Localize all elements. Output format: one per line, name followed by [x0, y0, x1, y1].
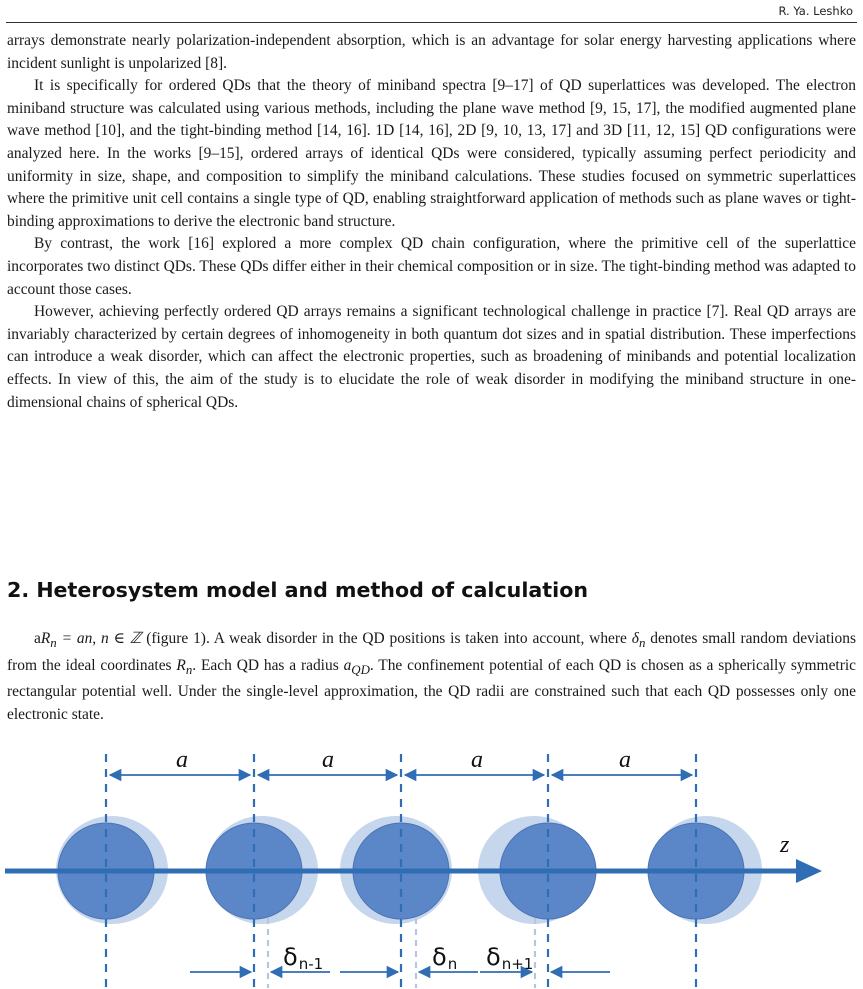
- paragraph-2: It is specifically for ordered QDs that the theory of miniband spectra [9–17] of QD superlattices was developed. The electron miniband structure was calculated using various methods, including the plane wave method [9, 15, 17], the modified augmented plane wave method [10], and the tight-binding method [14, 16]. 1D [14, 16], 2D [9, 10, 13, 17] and 3D [11, 12, 15] QD configurations were analyzed here. In the works [9–15], ordered arrays of identical QDs were considered, typically assuming perfect periodicity and uniformity in size, shape, and composition to simplify the miniband calculations. These studies focused on symmetric superlattices where the primitive unit cell contains a single type of QD, enabling straightforward application of methods such as plane waves or tight-binding approximations to derive the electronic band structure.: [7, 77, 856, 230]
- section-heading: 2. Heterosystem model and method of calculation: [7, 578, 588, 602]
- delta-label-n-plus-1: δn+1: [486, 943, 534, 973]
- model-text-5: . The confinement potential of each QD is chosen as a spherically symmetric rectangular potential well. Under the single-level approximation, the QD radii are constrained such that each QD possesses only one electronic state.: [7, 656, 856, 723]
- delta-label-n-minus-1: δn-1: [283, 943, 324, 973]
- model-text-4: . Each QD has a radius: [192, 656, 344, 674]
- coord-subscript: n: [50, 636, 57, 651]
- radius-symbol: a: [343, 656, 352, 674]
- spacing-label-4: a: [619, 747, 631, 773]
- section-2-text: [7, 628, 856, 727]
- running-header-author: R. Ya. Leshko: [778, 4, 853, 18]
- z-axis-label: z: [780, 832, 790, 858]
- delta-symbol: δ: [631, 630, 639, 647]
- model-text-2: (figure 1). A weak disorder in the QD positions is taken into account, where: [141, 630, 632, 647]
- coord-symbol: R: [40, 630, 51, 647]
- model-paragraph: [7, 628, 856, 727]
- intro-text: [7, 30, 856, 414]
- figure-1-qd-chain: [0, 740, 863, 989]
- delta-label-n: δn: [432, 943, 458, 973]
- paragraph-3: By contrast, the work [16] explored a more complex QD chain configuration, where the primitive cell of the superlattice incorporates two distinct QDs. These QDs differ either in their chemical composition or in size. The tight-binding method was adapted to account those cases.: [7, 235, 856, 298]
- spacing-label-2: a: [322, 747, 334, 773]
- paragraph-1: arrays demonstrate nearly polarization-independent absorption, which is an advantage for solar energy harvesting applications where incident sunlight is unpolarized [8].: [7, 32, 856, 72]
- delta-subscript: n: [638, 636, 646, 651]
- radius-subscript: QD: [351, 662, 370, 677]
- ideal-coord-subscript: n: [185, 662, 193, 677]
- spacing-label-3: a: [471, 747, 483, 773]
- header-rule: [6, 22, 857, 23]
- model-text-3: denotes small random deviations from the ideal coordinates: [7, 630, 857, 674]
- model-text-1: a: [34, 630, 41, 647]
- coord-equation: = an, n ∈ ℤ: [56, 630, 142, 647]
- spacing-label-1: a: [176, 747, 188, 773]
- ideal-coord-symbol: R: [176, 656, 186, 674]
- paragraph-4: However, achieving perfectly ordered QD arrays remains a significant technological challenge in practice [7]. Real QD arrays are invariably characterized by certain degrees of inhomogeneity in both quantum dot sizes and in spatial distribution. These imperfections can introduce a weak disorder, which can affect the electronic properties, such as broadening of minibands and potential localization effects. In view of this, the aim of the study is to elucidate the role of weak disorder in modifying the miniband structure in one-dimensional chains of spherical QDs.: [7, 303, 856, 411]
- z-axis-arrowhead: [796, 859, 822, 883]
- qd-chain-diagram: [0, 740, 863, 989]
